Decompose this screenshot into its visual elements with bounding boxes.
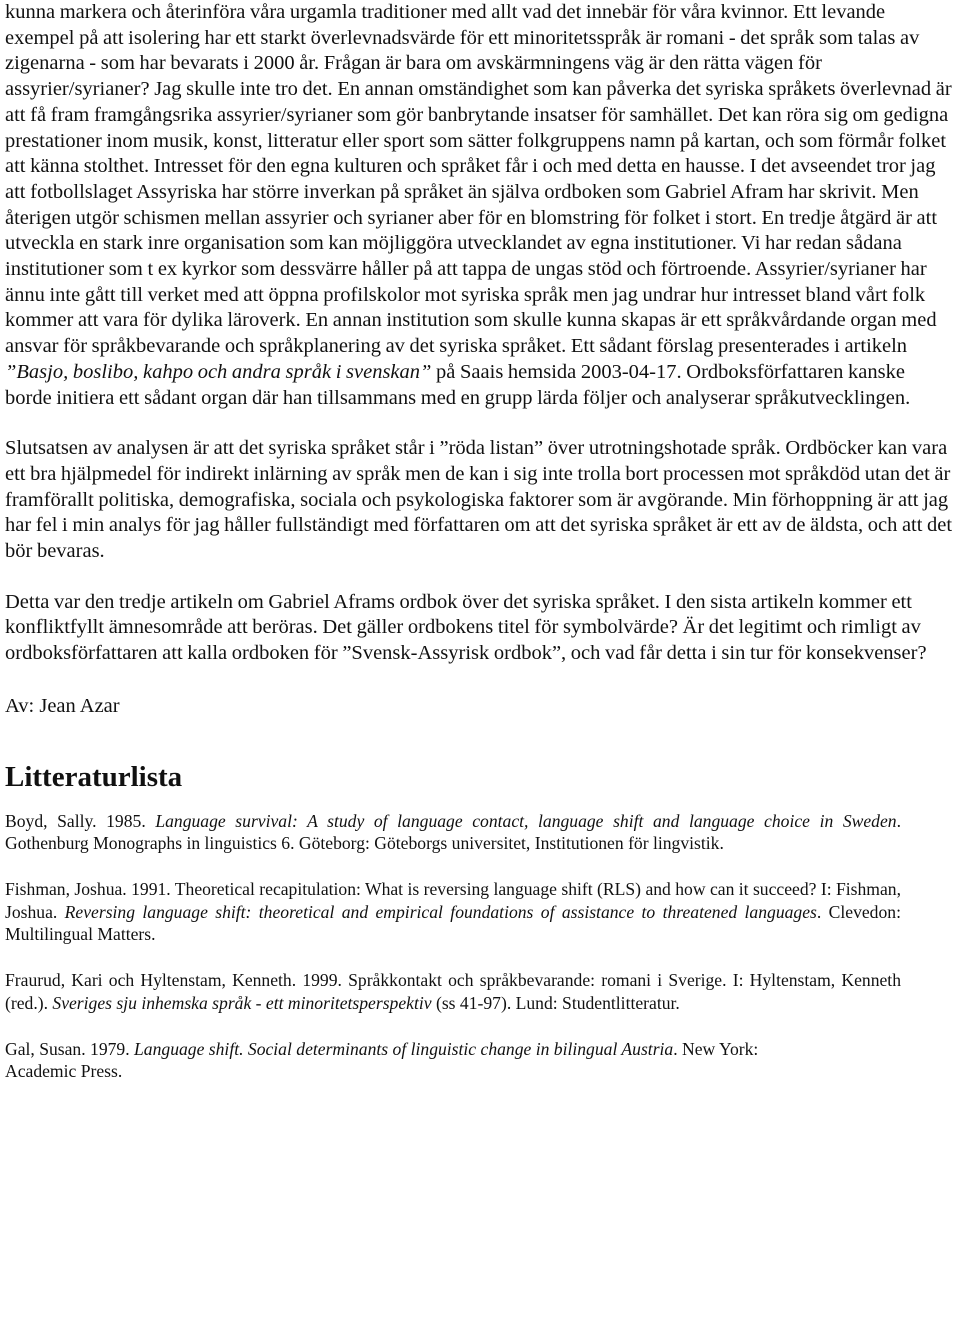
reference-item: Boyd, Sally. 1985. Language survival: A study of language contact, language shift and language choice in Sweden. Gothenburg Monographs in linguistics 6. Göteborg: Göteborgs universitet, Institutionen för lingvistik. [5,810,901,854]
paragraph-text: En annan omständighet som kan påverka det syriska språkets överlevnad är att få fram framgångsrika assyrier/syrianer som gör banbrytande insatser för samhället. Det kan röra sig om gedigna prestationer inom musik, konst, litteratur eller sport som sätter folkgruppens namn på kartan, och som förmår folket att känna stolthet. Intresset för den egna kulturen och språket får i och med detta en hausse. I det avseendet tror jag att fotbollslaget Assyriska har större inverkan på språket än själva ordboken som Gabriel Afram har skrivit. Men återigen utgör schismen mellan assyrier och syrianer aber för en blomstring för folket i stort. En tredje åtgärd är att utveckla en stark inre organisation som kan möjliggöra utvecklandet av egna institutioner. Vi har redan sådana institutioner som t ex kyrkor som dessvärre håller på att tappa de ungas stöd och förtroende. Assyrier/syrianer har ännu inte gått till verket med att öppna profilskolor mot syriska språk men jag undrar hur intresset bland vårt folk kommer att vara för dylika läroverk. En annan institution som skulle kunna skapas är ett språkvårdande organ med ansvar för språkbevarande och språkplanering av det syriska språket. Ett sådant förslag presenterades i artikeln [5,78,952,358]
body-paragraph-2: Slutsatsen av analysen är att det syriska språket står i ”röda listan” över utrotningshotade språk. Ordböcker kan vara ett bra hjälpmedel för indirekt inlärning av språk men de kan i sig inte trolla bort processen mot språkdöd utan det är framförallt politiska, demografiska, sociala och psykologiska faktorer som är avgörande. Min förhoppning är att jag har fel i min analys för jag håller fullständigt med författaren om att det syriska språket är ett av de äldsta, och att det bör bevaras. [5,437,953,563]
body-paragraph-3: Detta var den tredje artikeln om Gabriel Aframs ordbok över det syriska språket. I den sista artikeln kommer ett konfliktfyllt ämnesområde att beröras. Det gäller ordbokens titel för symbolvärde? Är det legitimt och rimligt av ordboksförfattaren att kalla ordboken för ”Svensk-Assyrisk ordbok”, och vad får detta i sin tur för konsekvenser? [5,590,927,665]
article-title: ”Basjo, boslibo, kahpo och andra språk i svenskan” [5,360,432,383]
author-line: Av: Jean Azar [5,694,120,717]
reference-item: Fraurud, Kari och Hyltenstam, Kenneth. 1999. Språkkontakt och språkbevarande: romani i Sverige. I: Hyltenstam, Kenneth (red.). Sveriges sju inhemska språk - ett minoritetsperspektiv (ss 41-97). Lund: Studentlitteratur. [5,970,901,1013]
body-paragraph-1 [5,0,955,411]
paragraph-text: kunna markera och återinföra våra urgamla traditioner med allt vad det innebär för våra kvinnor. Ett levande exempel på att isolering har ett starkt överlevnadsvärde för ett minoritetsspråk är romani - det språk som talas av zigenarna - som har bevarats i 2000 år. Frågan är bara om avskärmningens väg är den rätta vägen för assyrier/syrianer? Jag skulle inte tro det. [5,1,920,101]
document-page [5,0,955,1083]
reference-list [5,810,901,1083]
bibliography-heading: Litteraturlista [5,760,183,793]
reference-item: Gal, Susan. 1979. Language shift. Social determinants of linguistic change in bilingual Austria. New York: Academic Press. [5,1038,759,1082]
reference-item: Fishman, Joshua. 1991. Theoretical recapitulation: What is reversing language shift (RLS) and how can it succeed? I: Fishman, Joshua. Reversing language shift: theoretical and empirical foundations of assistance to threatened languages. Clevedon: Multilingual Matters. [5,878,901,945]
paragraph-text: på Saais hemsida 2003-04-17. Ordboksförfattaren kanske borde initiera ett sådant organ där han tillsammans med en grupp lärda följer och analyserar språkutvecklingen. [5,360,911,409]
